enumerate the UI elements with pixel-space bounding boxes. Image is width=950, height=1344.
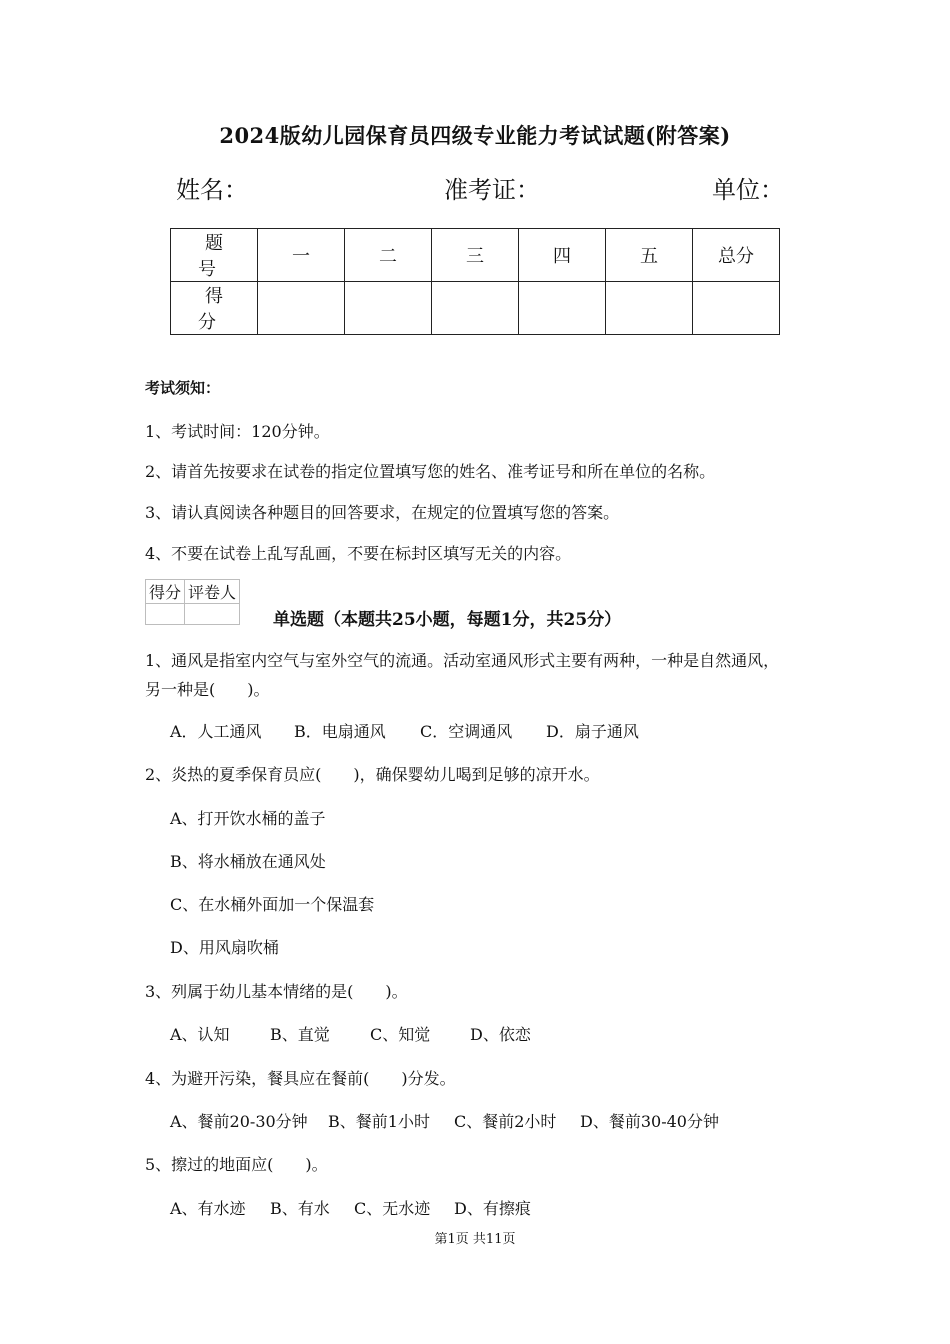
option[interactable]: A、有水迹	[170, 1199, 246, 1218]
option-row	[170, 1196, 531, 1219]
option[interactable]: D、餐前30-40分钟	[580, 1112, 719, 1131]
option-row	[170, 719, 639, 742]
score-table-score-row	[171, 282, 780, 335]
score-table-header-row	[171, 229, 780, 282]
score-table	[170, 228, 780, 335]
grader-box	[145, 579, 240, 625]
score-table-header-cell: 三	[432, 229, 519, 282]
option-row	[170, 1109, 719, 1132]
option[interactable]: D、依恋	[470, 1025, 531, 1044]
option[interactable]: C、在水桶外面加一个保温套	[170, 895, 375, 914]
score-cell[interactable]	[606, 282, 693, 335]
option[interactable]: D、有擦痕	[454, 1199, 531, 1218]
option[interactable]: D．扇子通风	[546, 722, 639, 741]
question-text: 3、列属于幼儿基本情绪的是( )。	[145, 982, 408, 1001]
question-text: 1、通风是指室内空气与室外空气的流通。活动室通风形式主要有两种，一种是自然通风，	[145, 651, 780, 670]
unit-field-label: 单位：	[712, 176, 784, 204]
option[interactable]: B．电扇通风	[294, 722, 386, 741]
notice-title: 考试须知：	[145, 379, 221, 397]
option-row	[170, 1022, 531, 1045]
notice-item: 4、不要在试卷上乱写乱画，不要在标封区填写无关的内容。	[145, 544, 572, 563]
score-cell[interactable]	[519, 282, 606, 335]
grader-reviewer-label: 评卷人	[185, 580, 240, 604]
option[interactable]: A、认知	[170, 1025, 230, 1044]
option[interactable]: D、用风扇吹桶	[170, 938, 279, 957]
grader-score-cell[interactable]	[146, 604, 185, 625]
question-text: 4、为避开污染，餐具应在餐前( )分发。	[145, 1069, 456, 1088]
option[interactable]: A、餐前20-30分钟	[170, 1112, 308, 1131]
question-text: 2、炎热的夏季保育员应( )，确保婴幼儿喝到足够的凉开水。	[145, 765, 600, 784]
score-table-header-cell: 题 号	[171, 229, 258, 282]
score-table-header-cell: 五	[606, 229, 693, 282]
option[interactable]: C、餐前2小时	[454, 1112, 557, 1131]
score-table-header-cell: 四	[519, 229, 606, 282]
option[interactable]: A．人工通风	[170, 722, 262, 741]
option[interactable]: B、餐前1小时	[328, 1112, 430, 1131]
ticket-field-label: 准考证：	[444, 176, 540, 204]
grader-score-label: 得分	[146, 580, 185, 604]
score-row-label: 得 分	[171, 282, 258, 335]
question-text-continued: 另一种是( )。	[145, 680, 270, 699]
score-table-header-cell: 二	[345, 229, 432, 282]
page-footer: 第1页 共11页	[434, 1232, 516, 1247]
score-table-header-cell: 一	[258, 229, 345, 282]
section-title: 单选题（本题共25小题，每题1分，共25分）	[273, 610, 622, 630]
option[interactable]: B、直觉	[270, 1025, 330, 1044]
option[interactable]: C．空调通风	[420, 722, 513, 741]
option[interactable]: B、将水桶放在通风处	[170, 852, 326, 871]
name-field-label: 姓名：	[176, 176, 248, 204]
notice-item: 1、考试时间：120分钟。	[145, 422, 330, 441]
grader-reviewer-cell[interactable]	[185, 604, 240, 625]
candidate-fields	[176, 170, 786, 204]
option[interactable]: C、知觉	[370, 1025, 431, 1044]
notice-item: 3、请认真阅读各种题目的回答要求，在规定的位置填写您的答案。	[145, 503, 620, 522]
score-cell[interactable]	[693, 282, 780, 335]
option[interactable]: A、打开饮水桶的盖子	[170, 809, 326, 828]
option[interactable]: C、无水迹	[354, 1199, 431, 1218]
score-cell[interactable]	[432, 282, 519, 335]
option[interactable]: B、有水	[270, 1199, 330, 1218]
page-title: 2024版幼儿园保育员四级专业能力考试试题(附答案)	[219, 123, 731, 148]
score-table-header-cell: 总分	[693, 229, 780, 282]
score-cell[interactable]	[345, 282, 432, 335]
score-cell[interactable]	[258, 282, 345, 335]
question-text: 5、擦过的地面应( )。	[145, 1155, 328, 1174]
notice-item: 2、请首先按要求在试卷的指定位置填写您的姓名、准考证号和所在单位的名称。	[145, 462, 716, 481]
